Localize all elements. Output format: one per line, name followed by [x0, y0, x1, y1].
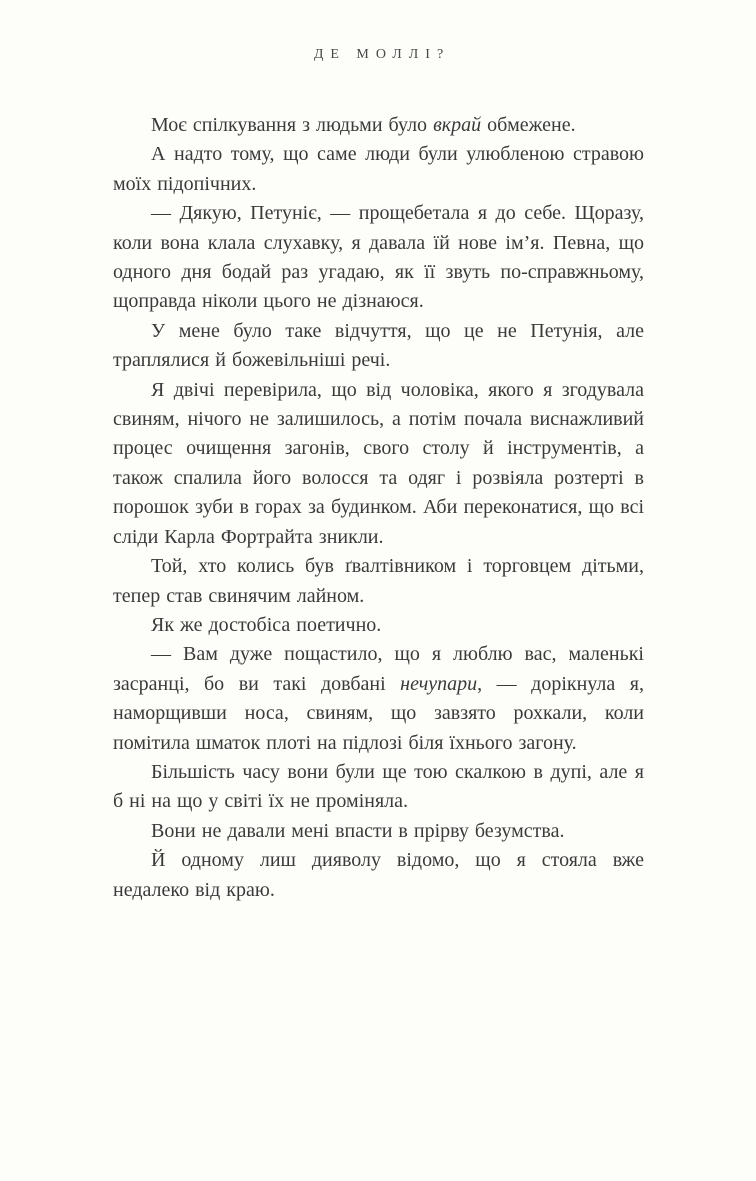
- body-text: [113, 111, 644, 905]
- text-run: У мене було таке відчуття, що це не Петунія, але траплялися й божевільніші речі.: [113, 319, 644, 372]
- paragraph: [113, 758, 644, 817]
- paragraph: [113, 317, 644, 376]
- paragraph: [113, 640, 644, 758]
- text-run: Той, хто колись був ґвалтівником і торговцем дітьми, тепер став свинячим лайном.: [113, 555, 644, 607]
- paragraph: [113, 611, 644, 640]
- text-run: Вони не давали мені впасти в прірву безумства.: [151, 819, 565, 842]
- paragraph: [113, 376, 644, 552]
- text-run: Як же достобіса поетично.: [151, 613, 382, 636]
- italic-text-run: вкрай: [433, 114, 482, 136]
- text-run: Я двічі перевірила, що від чоловіка, якого я згодувала свиням, нічого не залишилось, а потім почала виснажливий процес очищення загонів, свого столу й інструментів, а також спалила його волосся та одяг і розвіяла розтерті в порошок зуби в горах за будинком. Аби переконатися, що всі сліди Карла Фортрайта зникли.: [113, 378, 644, 548]
- paragraph: [113, 199, 644, 317]
- text-run: Більшість часу вони були ще тою скалкою в дупі, але я б ні на що у світі їх не проміняла.: [113, 760, 644, 813]
- text-run: — Дякую, Петуніє, — прощебетала я до себе. Щоразу, коли вона клала слухавку, я давала їй нове ім’я. Певна, що одного дня бодай раз угадаю, як її звуть по-справжньому, щоправда ніколи цього не дізнаюся.: [113, 202, 644, 313]
- paragraph: [113, 817, 644, 846]
- running-header: ДЕ МОЛЛІ?: [313, 47, 451, 62]
- text-run: А надто тому, що саме люди були улюбленою стравою моїх підопічних.: [113, 143, 644, 195]
- paragraph: [113, 140, 644, 199]
- text-run: обмежене.: [481, 114, 576, 136]
- italic-text-run: нечупари: [400, 672, 478, 695]
- text-run: Й одному лиш дияволу відомо, що я стояла вже недалеко від краю.: [113, 849, 644, 901]
- text-run: , — дорікнула я, наморщивши носа, свиням, що завзято рохкали, коли помітила шматок плоті на підлозі біля їхнього загону.: [113, 672, 644, 754]
- paragraph: [113, 552, 644, 611]
- text-run: — Вам дуже пощастило, що я люблю вас, маленькі засранці, бо ви такі довбані: [113, 643, 644, 695]
- paragraph: [113, 846, 644, 905]
- paragraph: [113, 111, 644, 140]
- text-run: Моє спілкування з людьми було: [151, 114, 434, 136]
